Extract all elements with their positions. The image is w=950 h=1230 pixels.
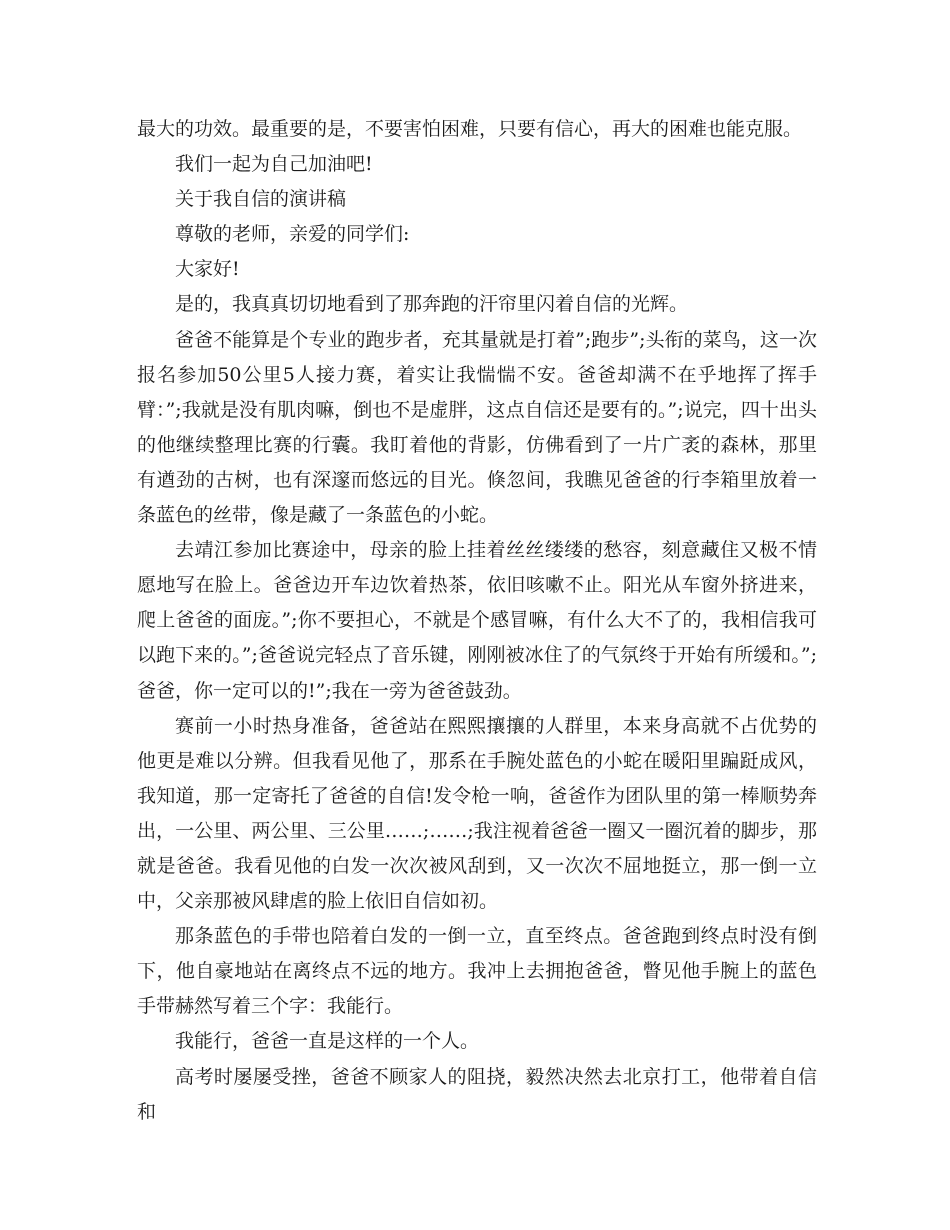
paragraph-beijing: 高考时屡屡受挫，爸爸不顾家人的阻挠，毅然决然去北京打工，他带着自信和 [137,1065,817,1123]
paragraph-preparation: 爸爸不能算是个专业的跑步者，充其量就是打着”;跑步”;头衔的菜鸟，这一次报名参加50公里5人接力赛，着实让我惴惴不安。爸爸却满不在乎地挥了挥手臂：”;我就是没有肌肉嘛，倒也不是虚胖，这点自信还是要有的。”;说完，四十出头的他继续整理比赛的行囊。我盯着他的背影，仿佛看到了一片广袤的森林，那里有遒劲的古树，也有深邃而悠远的目光。倏忽间，我瞧见爸爸的行李箱里放着一条蓝色的丝带，像是藏了一条蓝色的小蛇。 [137,328,817,527]
salutation: 尊敬的老师，亲爱的同学们: [175,223,410,246]
paragraph-opening: 是的，我真真切切地看到了那奔跑的汗帘里闪着自信的光辉。 [175,293,689,316]
paragraph-i-can: 我能行，爸爸一直是这样的一个人。 [175,1030,480,1053]
greeting: 大家好! [175,258,240,281]
speech-title: 关于我自信的演讲稿 [175,188,347,211]
paragraph-finish: 那条蓝色的手带也陪着白发的一倒一立，直至终点。爸爸跑到终点时没有倒下，他自豪地站在离终点不远的地方。我冲上去拥抱爸爸，瞥见他手腕上的蓝色手带赫然写着三个字：我能行。 [137,925,817,1018]
paragraph-race: 赛前一小时热身准备，爸爸站在熙熙攘攘的人群里，本来身高就不占优势的他更是难以分辨。但我看见他了，那系在手腕处蓝色的小蛇在暖阳里蹁跹成风，我知道，那一定寄托了爸爸的自信!发令枪一响，爸爸作为团队里的第一棒顺势奔出，一公里、两公里、三公里……;……;我注视着爸爸一圈又一圈沉着的脚步，那就是爸爸。我看见他的白发一次次被风刮到，又一次次不屈地挺立，那一倒一立中，父亲那被风肆虐的脸上依旧自信如初。 [137,714,817,913]
paragraph-journey: 去靖江参加比赛途中，母亲的脸上挂着丝丝缕缕的愁容，刻意藏住又极不情愿地写在脸上。爸爸边开车边饮着热茶，依旧咳嗽不止。阳光从车窗外挤进来，爬上爸爸的面庞。”;你不要担心，不就是个感冒嘛，有什么大不了的，我相信我可以跑下来的。”;爸爸说完轻点了音乐键，刚刚被冰住了的气氛终于开始有所缓和。”;爸爸，你一定可以的!”;我在一旁为爸爸鼓劲。 [137,539,817,702]
paragraph-cheer: 我们一起为自己加油吧! [175,153,373,176]
paragraph-continuation: 最大的功效。最重要的是，不要害怕困难，只要有信心，再大的困难也能克服。 [137,118,803,140]
document-body [137,112,817,1130]
